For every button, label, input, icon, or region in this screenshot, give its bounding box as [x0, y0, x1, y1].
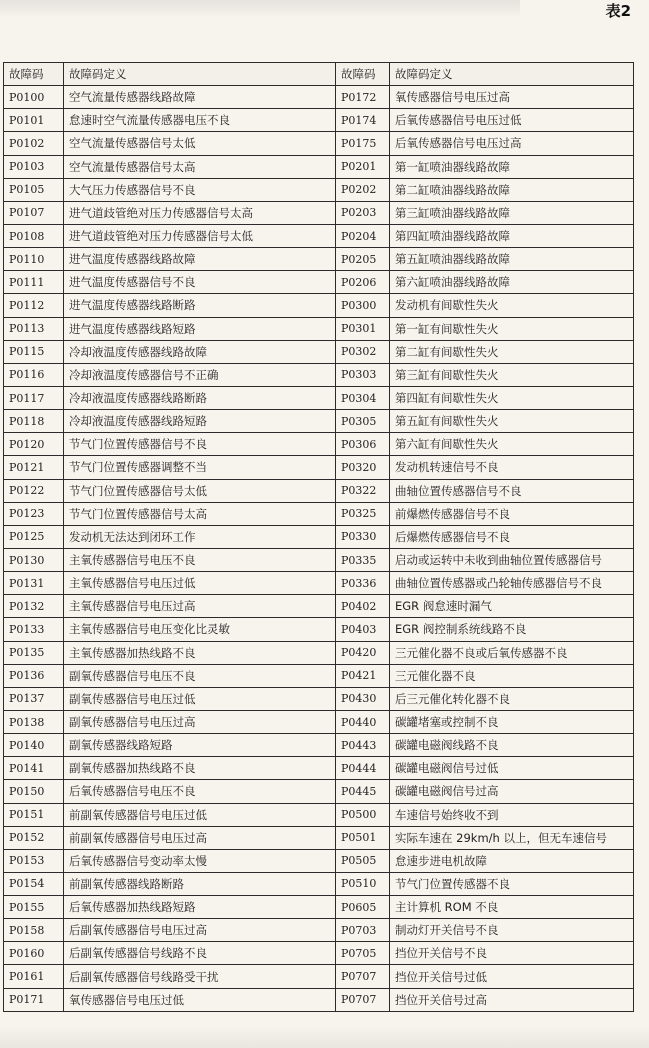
fault-definition-cell: 第四缸喷油器线路故障	[390, 224, 634, 247]
fault-code-cell: P0111	[4, 271, 64, 294]
fault-definition-cell: EGR 阀控制系统线路不良	[390, 618, 634, 641]
fault-definition-cell: 后氧传感器信号电压不良	[64, 780, 336, 803]
fault-definition-cell: 冷却液温度传感器信号不正确	[64, 363, 336, 386]
fault-definition-cell: 副氧传感器信号电压过高	[64, 710, 336, 733]
fault-code-cell: P0204	[336, 224, 390, 247]
table-row	[4, 178, 634, 201]
fault-definition-cell: 进气温度传感器线路短路	[64, 317, 336, 340]
fault-code-cell: P0403	[336, 618, 390, 641]
fault-definition-cell: 进气道歧管绝对压力传感器信号太高	[64, 201, 336, 224]
fault-definition-cell: 碳罐电磁阀信号过高	[390, 780, 634, 803]
fault-definition-cell: 主氧传感器信号电压变化比灵敏	[64, 618, 336, 641]
fault-code-cell: P0440	[336, 710, 390, 733]
table-row	[4, 456, 634, 479]
fault-definition-cell: 第一缸有间歇性失火	[390, 317, 634, 340]
table-row	[4, 687, 634, 710]
bottom-shade	[0, 1026, 649, 1048]
fault-definition-cell: 氧传感器信号电压过低	[64, 988, 336, 1011]
fault-definition-cell: 后爆燃传感器信号不良	[390, 525, 634, 548]
table-row	[4, 826, 634, 849]
fault-code-cell: P0118	[4, 410, 64, 433]
fault-code-cell: P0120	[4, 433, 64, 456]
table-row	[4, 155, 634, 178]
header-definition-right: 故障码定义	[390, 63, 634, 86]
fault-code-cell: P0501	[336, 826, 390, 849]
fault-definition-cell: 第三缸有间歇性失火	[390, 363, 634, 386]
fault-definition-cell: 第六缸有间歇性失火	[390, 433, 634, 456]
fault-definition-cell: 怠速时空气流量传感器电压不良	[64, 109, 336, 132]
fault-definition-cell: 后副氧传感器信号电压过高	[64, 919, 336, 942]
table-row	[4, 595, 634, 618]
table-row	[4, 248, 634, 271]
fault-code-cell: P0132	[4, 595, 64, 618]
fault-code-cell: P0205	[336, 248, 390, 271]
fault-definition-cell: 后氧传感器信号变动率太慢	[64, 849, 336, 872]
fault-code-cell: P0115	[4, 340, 64, 363]
table-row	[4, 757, 634, 780]
fault-definition-cell: 挡位开关信号过低	[390, 965, 634, 988]
fault-definition-cell: 主氧传感器信号电压过高	[64, 595, 336, 618]
table-row	[4, 664, 634, 687]
fault-code-cell: P0116	[4, 363, 64, 386]
fault-code-cell: P0203	[336, 201, 390, 224]
fault-code-cell: P0420	[336, 641, 390, 664]
fault-code-cell: P0138	[4, 710, 64, 733]
fault-definition-cell: 车速信号始终收不到	[390, 803, 634, 826]
fault-code-cell: P0101	[4, 109, 64, 132]
header-code-right: 故障码	[336, 63, 390, 86]
fault-definition-cell: 后副氧传感器信号线路受干扰	[64, 965, 336, 988]
fault-code-cell: P0322	[336, 479, 390, 502]
fault-code-cell: P0707	[336, 965, 390, 988]
table-row	[4, 988, 634, 1011]
fault-code-cell: P0141	[4, 757, 64, 780]
table-header-row	[4, 63, 634, 86]
fault-definition-cell: 副氧传感器加热线路不良	[64, 757, 336, 780]
fault-code-cell: P0703	[336, 919, 390, 942]
fault-code-cell: P0201	[336, 155, 390, 178]
fault-definition-cell: 大气压力传感器信号不良	[64, 178, 336, 201]
fault-definition-cell: 三元催化器不良	[390, 664, 634, 687]
fault-code-cell: P0113	[4, 317, 64, 340]
table-row	[4, 410, 634, 433]
fault-code-cell: P0505	[336, 849, 390, 872]
fault-definition-cell: 发动机有间歇性失火	[390, 294, 634, 317]
fault-definition-cell: 空气流量传感器信号太低	[64, 132, 336, 155]
fault-code-cell: P0155	[4, 896, 64, 919]
fault-code-cell: P0330	[336, 525, 390, 548]
fault-definition-cell: 节气门位置传感器不良	[390, 872, 634, 895]
fault-code-cell: P0108	[4, 224, 64, 247]
fault-definition-cell: 进气温度传感器信号不良	[64, 271, 336, 294]
table-row	[4, 572, 634, 595]
fault-definition-cell: 进气温度传感器线路故障	[64, 248, 336, 271]
fault-definition-cell: 发动机无法达到闭环工作	[64, 525, 336, 548]
fault-code-cell: P0707	[336, 988, 390, 1011]
table-row	[4, 896, 634, 919]
fault-definition-cell: 启动或运转中未收到曲轴位置传感器信号	[390, 548, 634, 571]
fault-code-cell: P0402	[336, 595, 390, 618]
fault-code-cell: P0306	[336, 433, 390, 456]
table-row	[4, 872, 634, 895]
fault-definition-cell: 空气流量传感器信号太高	[64, 155, 336, 178]
fault-definition-cell: 氧传感器信号电压过高	[390, 86, 634, 109]
fault-code-cell: P0140	[4, 734, 64, 757]
table-row	[4, 271, 634, 294]
fault-definition-cell: 前爆燃传感器信号不良	[390, 502, 634, 525]
fault-code-cell: P0301	[336, 317, 390, 340]
fault-code-cell: P0443	[336, 734, 390, 757]
fault-definition-cell: 副氧传感器线路短路	[64, 734, 336, 757]
fault-code-cell: P0510	[336, 872, 390, 895]
fault-code-cell: P0500	[336, 803, 390, 826]
fault-definition-cell: 后氧传感器加热线路短路	[64, 896, 336, 919]
fault-code-cell: P0103	[4, 155, 64, 178]
fault-code-cell: P0605	[336, 896, 390, 919]
fault-definition-cell: 曲轴位置传感器信号不良	[390, 479, 634, 502]
fault-definition-cell: EGR 阀怠速时漏气	[390, 595, 634, 618]
fault-code-cell: P0302	[336, 340, 390, 363]
fault-definition-cell: 节气门位置传感器信号不良	[64, 433, 336, 456]
fault-code-cell: P0206	[336, 271, 390, 294]
table-row	[4, 132, 634, 155]
table-row	[4, 525, 634, 548]
fault-definition-cell: 曲轴位置传感器或凸轮轴传感器信号不良	[390, 572, 634, 595]
fault-definition-cell: 第一缸喷油器线路故障	[390, 155, 634, 178]
header-definition-left: 故障码定义	[64, 63, 336, 86]
table-row	[4, 363, 634, 386]
fault-code-cell: P0125	[4, 525, 64, 548]
fault-code-cell: P0300	[336, 294, 390, 317]
table-label: 表2	[605, 2, 631, 20]
fault-definition-cell: 第四缸有间歇性失火	[390, 386, 634, 409]
fault-definition-cell: 冷却液温度传感器线路故障	[64, 340, 336, 363]
table-row	[4, 109, 634, 132]
fault-code-cell: P0117	[4, 386, 64, 409]
fault-definition-cell: 第二缸有间歇性失火	[390, 340, 634, 363]
fault-definition-cell: 怠速步进电机故障	[390, 849, 634, 872]
header-code-left: 故障码	[4, 63, 64, 86]
fault-definition-cell: 空气流量传感器线路故障	[64, 86, 336, 109]
fault-definition-cell: 进气道歧管绝对压力传感器信号太低	[64, 224, 336, 247]
fault-definition-cell: 后副氧传感器信号线路不良	[64, 942, 336, 965]
table-row	[4, 942, 634, 965]
fault-definition-cell: 后三元催化转化器不良	[390, 687, 634, 710]
fault-code-cell: P0110	[4, 248, 64, 271]
table-row	[4, 317, 634, 340]
table-row	[4, 86, 634, 109]
fault-code-cell: P0102	[4, 132, 64, 155]
fault-code-cell: P0705	[336, 942, 390, 965]
fault-code-cell: P0131	[4, 572, 64, 595]
fault-code-cell: P0158	[4, 919, 64, 942]
fault-definition-cell: 制动灯开关信号不良	[390, 919, 634, 942]
fault-definition-cell: 节气门位置传感器信号太低	[64, 479, 336, 502]
fault-definition-cell: 前副氧传感器信号电压过高	[64, 826, 336, 849]
table-row	[4, 849, 634, 872]
table-row	[4, 502, 634, 525]
table-body	[4, 86, 634, 1012]
fault-definition-cell: 碳罐堵塞或控制不良	[390, 710, 634, 733]
fault-code-cell: P0152	[4, 826, 64, 849]
table-row	[4, 965, 634, 988]
fault-code-cell: P0421	[336, 664, 390, 687]
fault-code-cell: P0112	[4, 294, 64, 317]
fault-code-cell: P0430	[336, 687, 390, 710]
fault-definition-cell: 主氧传感器信号电压过低	[64, 572, 336, 595]
table-row	[4, 294, 634, 317]
fault-definition-cell: 碳罐电磁阀线路不良	[390, 734, 634, 757]
table-row	[4, 433, 634, 456]
fault-code-cell: P0175	[336, 132, 390, 155]
table-row	[4, 386, 634, 409]
fault-definition-cell: 挡位开关信号过高	[390, 988, 634, 1011]
fault-definition-cell: 主氧传感器加热线路不良	[64, 641, 336, 664]
table-row	[4, 641, 634, 664]
fault-code-cell: P0336	[336, 572, 390, 595]
fault-definition-cell: 副氧传感器信号电压过低	[64, 687, 336, 710]
fault-code-cell: P0320	[336, 456, 390, 479]
fault-code-cell: P0105	[4, 178, 64, 201]
fault-code-cell: P0150	[4, 780, 64, 803]
fault-code-cell: P0135	[4, 641, 64, 664]
fault-definition-cell: 前副氧传感器信号电压过低	[64, 803, 336, 826]
fault-code-cell: P0303	[336, 363, 390, 386]
fault-code-cell: P0161	[4, 965, 64, 988]
fault-code-cell: P0153	[4, 849, 64, 872]
fault-code-cell: P0304	[336, 386, 390, 409]
fault-code-cell: P0122	[4, 479, 64, 502]
fault-code-cell: P0202	[336, 178, 390, 201]
fault-code-cell: P0444	[336, 757, 390, 780]
fault-definition-cell: 后氧传感器信号电压过低	[390, 109, 634, 132]
top-shadow	[0, 0, 520, 18]
fault-code-cell: P0305	[336, 410, 390, 433]
table-row	[4, 201, 634, 224]
table-row	[4, 479, 634, 502]
fault-code-cell: P0335	[336, 548, 390, 571]
fault-definition-cell: 第五缸喷油器线路故障	[390, 248, 634, 271]
fault-code-cell: P0100	[4, 86, 64, 109]
table-row	[4, 224, 634, 247]
fault-code-cell: P0137	[4, 687, 64, 710]
fault-code-cell: P0151	[4, 803, 64, 826]
fault-definition-cell: 实际车速在 29km/h 以上，但无车速信号	[390, 826, 634, 849]
fault-definition-cell: 进气温度传感器线路断路	[64, 294, 336, 317]
fault-definition-cell: 第二缸喷油器线路故障	[390, 178, 634, 201]
fault-definition-cell: 第六缸喷油器线路故障	[390, 271, 634, 294]
table-row	[4, 919, 634, 942]
table-row	[4, 710, 634, 733]
fault-definition-cell: 挡位开关信号不良	[390, 942, 634, 965]
fault-code-cell: P0133	[4, 618, 64, 641]
fault-code-table	[3, 62, 634, 1012]
fault-definition-cell: 冷却液温度传感器线路断路	[64, 386, 336, 409]
fault-definition-cell: 后氧传感器信号电压过高	[390, 132, 634, 155]
fault-code-cell: P0130	[4, 548, 64, 571]
fault-code-cell: P0172	[336, 86, 390, 109]
fault-definition-cell: 主氧传感器信号电压不良	[64, 548, 336, 571]
fault-definition-cell: 第五缸有间歇性失火	[390, 410, 634, 433]
fault-code-cell: P0123	[4, 502, 64, 525]
fault-code-cell: P0174	[336, 109, 390, 132]
fault-definition-cell: 冷却液温度传感器线路短路	[64, 410, 336, 433]
table-row	[4, 780, 634, 803]
fault-definition-cell: 节气门位置传感器信号太高	[64, 502, 336, 525]
fault-code-cell: P0107	[4, 201, 64, 224]
table-row	[4, 618, 634, 641]
fault-code-cell: P0121	[4, 456, 64, 479]
fault-definition-cell: 第三缸喷油器线路故障	[390, 201, 634, 224]
fault-code-cell: P0160	[4, 942, 64, 965]
fault-code-cell: P0154	[4, 872, 64, 895]
fault-definition-cell: 副氧传感器信号电压不良	[64, 664, 336, 687]
fault-definition-cell: 主计算机 ROM 不良	[390, 896, 634, 919]
fault-code-cell: P0325	[336, 502, 390, 525]
fault-code-cell: P0171	[4, 988, 64, 1011]
fault-definition-cell: 碳罐电磁阀信号过低	[390, 757, 634, 780]
fault-code-cell: P0136	[4, 664, 64, 687]
fault-definition-cell: 前副氧传感器线路断路	[64, 872, 336, 895]
fault-definition-cell: 三元催化器不良或后氧传感器不良	[390, 641, 634, 664]
table-row	[4, 734, 634, 757]
fault-definition-cell: 发动机转速信号不良	[390, 456, 634, 479]
fault-code-cell: P0445	[336, 780, 390, 803]
table-row	[4, 548, 634, 571]
table-row	[4, 803, 634, 826]
table-row	[4, 340, 634, 363]
fault-definition-cell: 节气门位置传感器调整不当	[64, 456, 336, 479]
